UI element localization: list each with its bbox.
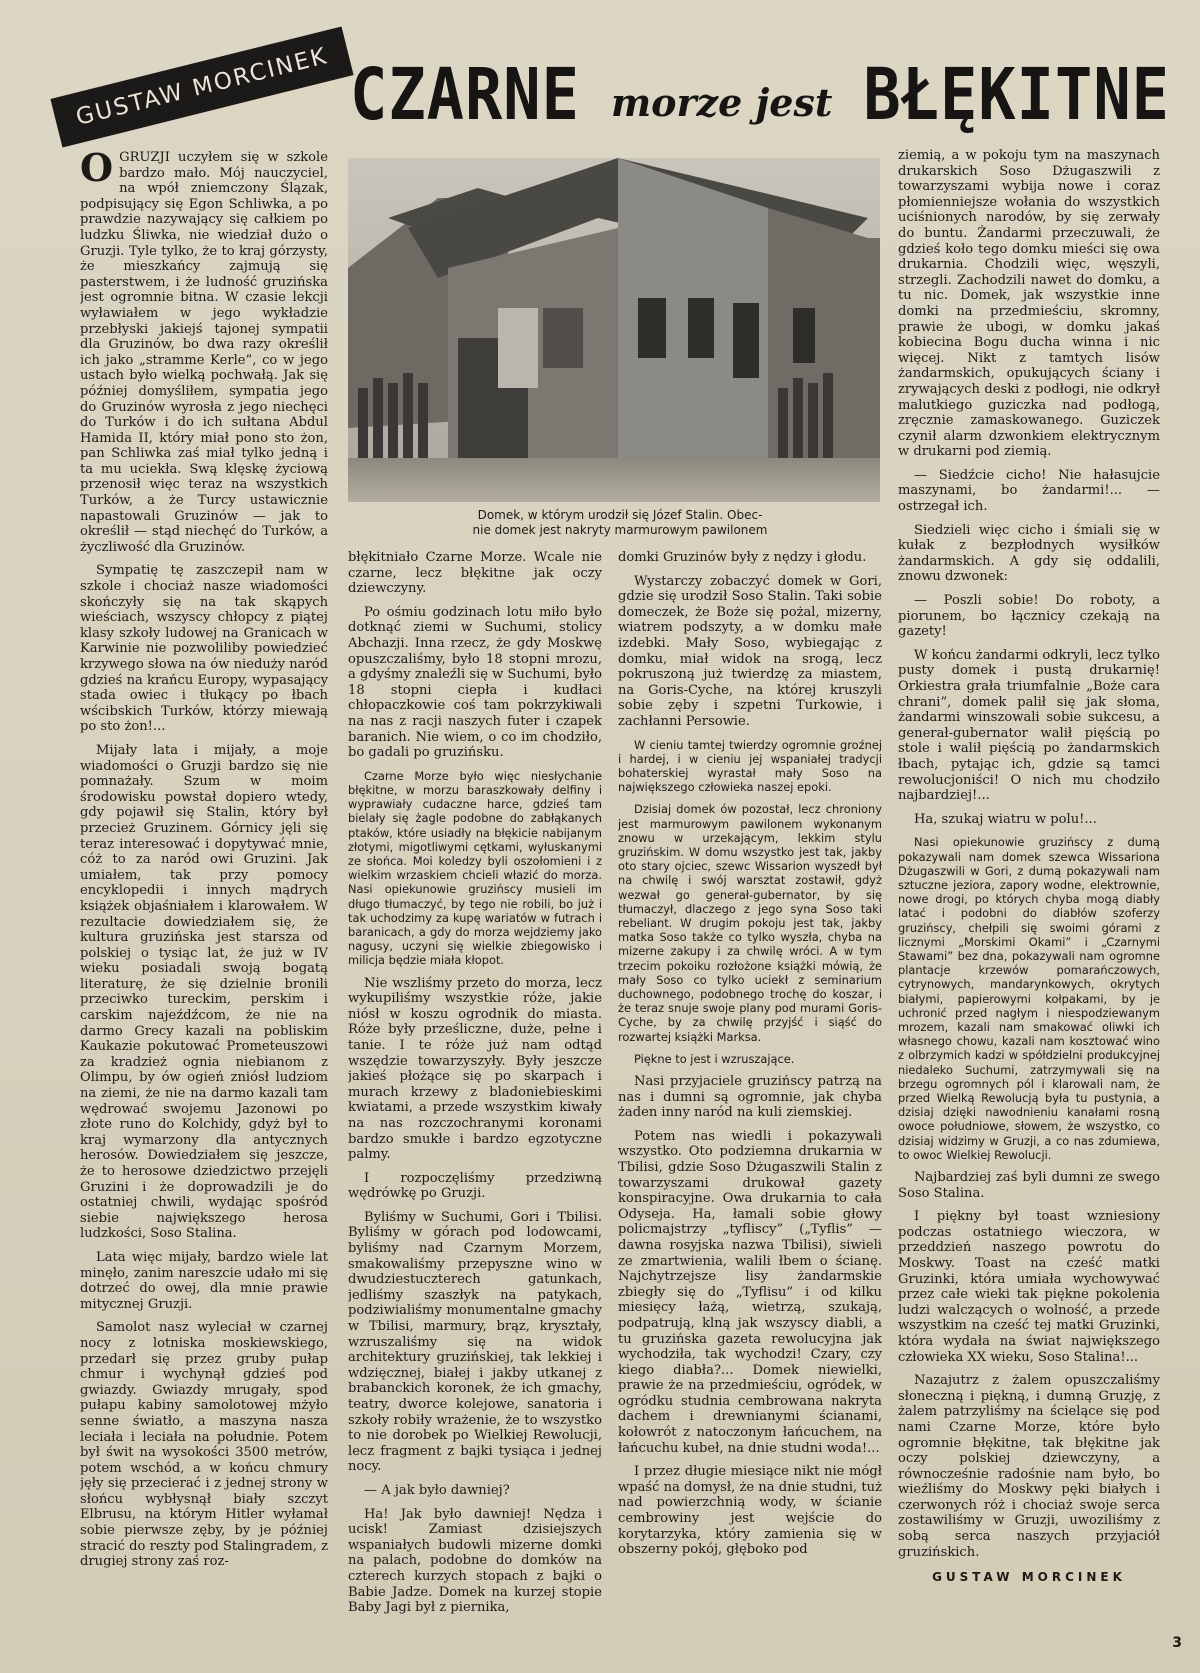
paragraph: — Siedźcie cicho! Nie hałasujcie maszynami, bo żandarmi!... — ostrzegał ich. [898,467,1160,515]
paragraph: Siedzieli więc cicho i śmiali się w kułak z bezpłodnych wysiłków żandarmskich. A gdy się oddalili, znowu dzwonek: [898,522,1160,585]
paragraph: ziemią, a w pokoju tym na maszynach drukarskich Soso Dżugaszwili z towarzyszami wybija nowe i coraz płomienniejsze wołania do wszystkich uciśnionych narodów, by się zerwały do buntu. Żandarmi przeczuwali, że gdzieś koło tego domku mieści się owa drukarnia. Chodzili więc, węszyli, strzegli. Zachodzili nawet do domku, a tu nic. Domek, jak wszystkie inne domki na przedmieściu, skromny, prawie że ubogi, w domku jakaś kobiecina Bogu ducha winna i nic więcej. Nikt z tamtych lisów żandarmskich, opukujących ściany i zrywających deski z podłogi, nie odkrył malutkiego guziczka nad podłogą, zręcznie zamaskowanego. Guziczek czynił alarm dzwonkiem elektrycznym w drukarni pod ziemią. [898,148,1160,460]
paragraph: Samolot nasz wyleciał w czarnej nocy z lotniska moskiewskiego, przedarł się przez gruby pułap chmur i wychynął gdzieś pod gwiazdy. Gwiazdy mrugały, spod pułapu kabiny samolotowej mżyło senne światło, a maszyna nasza leciała i leciała na południe. Potem był świt na wysokości 3500 metrów, potem wschód, a w końcu chmury jęły się przecierać i z jednej strony w słońcu wybłysnął biały szczyt Elbrusu, na którym Hitler wyłamał sobie pierwsze zęby, by je później stracić do reszty pod Stalingradem, z drugiej strony zaś roz- [80,1320,328,1570]
paragraph: I przez długie miesiące nikt nie mógł wpaść na domysł, że na dnie studni, tuż nad powierzchnią wody, w ścianie cembrowiny jest wejście do korytarzyka, który zamienia się w obszerny pokój, głęboko pod [618,1464,882,1558]
paragraph: Najbardziej zaś byli dumni ze swego Soso Stalina. [898,1170,1160,1201]
paragraph: Sympatię tę zaszczepił nam w szkole i chociaż nasze wiadomości skończyły się na tak skąpych wieściach, wszyscy chłopcy z piątej klasy szkoły ludowej na Granicach w Karwinie nie pozwoliliby powiedzieć krzywego słowa na ów nieduży naród gdzieś na krańcu Europy, wypasający stada owiec i tłukący po łbach wścibskich Turków, którzy miewają po sto żon!... [80,563,328,735]
article-headline [350,52,1170,138]
caption-line: Domek, w którym urodził się Józef Stalin. Obec- [477,508,763,522]
paragraph: — A jak było dawniej? [364,1482,510,1498]
text-column-4 [898,148,1160,1628]
text-column-2 [348,550,602,1630]
paragraph: Lata więc mijały, bardzo wiele lat minęło, zanim nareszcie udało mi się dotrzeć do owej, dla mnie prawie mitycznej Gruzji. [80,1249,328,1312]
author-name: GUSTAW MORCINEK [73,43,331,131]
paragraph: Piękne to jest i wzruszające. [634,1051,795,1066]
paragraph: Wystarczy zobaczyć domek w Gori, gdzie się urodził Soso Stalin. Taki sobie domeczek, że Boże się pożal, mizerny, wiatrem podszyty, a w domku małe izdebki. Mały Soso, wybiegając z domku, miał widok na srogą, lecz pokruszoną już twierdzę za miastem, na Goris-Cyche, na której kruszyli sobie zęby i szpetni Turkowie, i zachłanni Persowie. [618,573,882,729]
paragraph: — Poszli sobie! Do roboty, a piorunem, bo łącznicy czekają na gazety! [898,593,1160,640]
caption-line: nie domek jest nakryty marmurowym pawilonem [472,523,768,537]
headline-words-morze-jest: morze jest [610,80,833,125]
paragraph: OGRUZJI uczyłem się w szkole bardzo mało. Mój nauczyciel, na wpół zniemczony Ślązak, podpisujący się Egon Schliwka, a po prawdzie nazywający się całkiem po ludzku Śliwka, nie wiedział dużo o Gruzji. Tyle tylko, że to kraj górzysty, że mieszkańcy zajmują się pasterstwem, i że ludność gruzińska jest ogromnie bitna. W czasie lekcji wyławiałem w jego wykładzie przebłyski jakiejś tajonej sympatii dla Gruzinów, bo dwa razy określił ich jako „stramme Kerle”, co w jego ustach było wielką pochwałą. Jak się później domyśliłem, sympatia jego do Gruzinów wyrosła z jego niechęci do Turków i do ich sułtana Abdul Hamida II, który miał pono sto żon, pan Schliwka zaś miał tylko jedną i ta mu uciekła. Swą klęskę życiową przenosił więc teraz na wszystkich Turków, a że Turcy ustawicznie napastowali Gruzinów — jak to określił — stąd niechęć do Turków, a życzliwość dla Gruzinów. [80,150,328,555]
paragraph: Potem nas wiedli i pokazywali wszystko. Oto podziemna drukarnia w Tbilisi, gdzie Soso Dżugaszwili Stalin z towarzyszami drukował gazety konspiracyjne. Owa drukarnia to cała Odyseja. Ha, łamali sobie głowy policmajstrzy „tyfliscy” („Tyflis” — dawna rosyjska nazwa Tbilisi), siwieli ze zmartwienia, walili łbem o ścianę. Najchytrzejsze lisy żandarmskie zbiegły się do „Tyflisu” i od kilku miesięcy łażą, wietrzą, szukają, podpatrują, klną jak wszyscy diabli, a tu gruzińska gazeta rewolucyjna jak wychodziła, tak wychodzi! Czary, czy kiego diabła?... Domek niewielki, prawie że na przedmieściu, ogródek, w ogródku studnia cembrowana nakryta dachem i drewnianymi ścianami, kołowrót z natoczonym łańcuchem, na łańcuchu kubeł, na dnie studni woda!... [618,1128,882,1456]
paragraph: błękitniało Czarne Morze. Wcale nie czarne, lecz błękitne jak oczy dziewczyny. [348,550,602,597]
paragraph: Po ośmiu godzinach lotu miło było dotknąć ziemi w Suchumi, stolicy Abchazji. Inna rzecz, że gdy Moskwę opuszczaliśmy, było 18 stopni mrozu, a gdyśmy znaleźli się w Suchumi, było 18 stopni ciepła i kudłaci chłopaczkowie coś tam pokrzykiwali na nas z racji naszych futer i czapek baranich. Nie wiem, o co im chodziło, bo gadali po gruzińsku. [348,604,602,761]
paragraph: Dzisiaj domek ów pozostał, lecz chroniony jest marmurowym pawilonem wykonanym znowu w urzekającym, lekkim stylu gruzińskim. W domu wszystko jest tak, jakby oto stary ojciec, szewc Wissarion wyszedł był na chwilę i swój warsztat zostawił, gdyż wezwał go generał-gubernator, by się tłumaczył, dlaczego z jego syna Soso taki rebeliant. W drugim pokoju jest tak, jakby matka Soso także co tylko wyszła, chyba na mizerne zakupy i za chwilę wróci. A w tym trzecim pokoiku rozłożone książki mówią, że mały Soso co tylko uciekł z seminarium duchownego, podobnego trochę do koszar, i że teraz snuje swoje plany pod murami Goris-Cyche, by za chwilę przyjść i siąść do rozwartej książki Marksa. [618,802,882,1044]
paragraph: Nasi przyjaciele gruzińscy patrzą na nas i dumni są ogromnie, jak chyba żaden inny naród na kuli ziemskiej. [618,1074,882,1121]
text-column-3 [618,550,882,1630]
paragraph: I piękny był toast wzniesiony podczas ostatniego wieczora, w przeddzień naszego powrotu do Moskwy. Toast na cześć matki Gruzinki, która umiała wychowywać przez całe wieki tak piękne pokolenia ludzi walczących o wolność, a przede wszystkim na cześć tej matki Gruzinki, która wydała na świat największego człowieka XX wieku, Soso Stalina!... [898,1209,1160,1365]
paragraph: Ha, szukaj wiatru w polu!... [914,811,1097,827]
text-column-1 [80,150,328,1630]
paragraph: Ha! Jak było dawniej! Nędza i ucisk! Zamiast dzisiejszych wspaniałych budowli mizerne domki na palach, podobne do domków na czterech kurzych stopach z bajki o Babie Jadze. Domek na kurzej stopie Baby Jagi był z piernika, [348,1506,602,1616]
paragraph: Czarne Morze było więc niesłychanie błękitne, w morzu baraszkowały delfiny i wyprawiały cudaczne harce, gdzieś tam bielały się żagle podobne do zabłąkanych ptaków, które usiadły na błękicie nabijanym złotymi, migotliwymi cętkami, wyłuskanymi ze słońca. Moi koledzy byli oszołomieni i z wielkim wrzaskiem chcieli włazić do morza. Nasi opiekunowie gruzińscy musieli im długo tłumaczyć, by tego nie robili, bo już i tak uchodzimy za kupę wariatów w futrach i baranicach, a gdy do morza wejdziemy jako nagusy, uczyni się wielkie zbiegowisko i milicja będzie miała kłopot. [348,768,602,968]
paragraph: domki Gruzinów były z nędzy i głodu. [618,550,867,565]
paragraph: W końcu żandarmi odkryli, lecz tylko pusty domek i pustą drukarnię! Orkiestra grała triumfalnie „Boże cara chrani”, domek palił się jak słoma, żandarmi winszowali sobie sukcesu, a generał-gubernator walił pięścią po stole i walił pięścią po żandarmskich łbach, pytając ich, gdzie są tamci rewolucjoniści! O nich mu chodziło najbardziej!... [898,647,1160,804]
author-ribbon [50,26,353,147]
paragraph: Nazajutrz z żalem opuszczaliśmy słoneczną i piękną, i dumną Gruzję, z żalem patrzyliśmy na ścielące się pod nami Czarne Morze, które było ogromnie błękitne, tak błękitne jak oczy polskiej dziewczyny, a równocześnie radośnie nam było, bo wieźliśmy do Moskwy pęki białych i czerwonych róż i chociaż swoje serca zostawiliśmy w Gruzji, uwoziliśmy z sobą serca naszych przyjaciół gruzińskich. [898,1373,1160,1560]
paragraph: Nasi opiekunowie gruzińscy z dumą pokazywali nam domek szewca Wissariona Dżugaszwili w Gori, z dumą pokazywali nam sztuczne jeziora, zapory wodne, elektrownie, nowe drogi, po których chyba mogą diabły latać i podobni do diabłów szoferzy gruzińscy, chełpili się swoimi górami z licznymi „Morskimi Okami” i „Czarnymi Stawami” bez dna, pokazywali nam ogromne plantacje krzewów pomarańczowych, cytrynowych, mandarynkowych, okrytych białymi, papierowymi kołpakami, by je uchronić przed nagłym i niespodziewanym mrozem, kazali nam smakować oliwki ich własnego chowu, kazali nam kosztować wino z olbrzymich kadzi w spółdzielni produkcyjnej niedaleko Suchumi, zatrzymywali się na brzegu ogromnych pól i klarowali nam, że przed Wielką Rewolucją była tu pustynia, a dzisiaj dzięki nawodnieniu kanałami rosną owoce południowe, słowem, że wszystko, co dzisiaj widzimy w Gruzji, a co nas zdumiewa, to owoc Wielkiej Rewolucji. [898,835,1160,1162]
paragraph: Nie wszliśmy przeto do morza, lecz wykupiliśmy wszystkie róże, jakie niósł w koszu ogrodnik do miasta. Róże były prześliczne, duże, pełne i tanie. I te róże już nam odtąd wszędzie towarzyszyły. Były jeszcze jakieś płożące się po skarpach i murach krzewy z bladoniebieskimi kwiatami, a przede wszystkim kiwały na nas rozczochranymi koronami bardzo smukłe i bardzo egzotyczne palmy. [348,975,602,1163]
paragraph: Byliśmy w Suchumi, Gori i Tbilisi. Byliśmy w górach pod lodowcami, byliśmy nad Czarnym Morzem, smakowaliśmy przepyszne wino w dwudziestuczterech gatunkach, jedliśmy szaszłyk na patykach, podziwialiśmy monumentalne gmachy w Tbilisi, marmury, brąz, kryształy, wzruszaliśmy się na widok architektury gruzińskiej, tak lekkiej i wdzięcznej, białej i jakby utkanej z brabanckich koronek, że ich gmachy, teatry, dworce kolejowe, sanatoria i szkoły robiły wrażenie, że to wszystko to nie dorobek po Wielkiej Rewolucji, lecz fragment z bajki tysiąca i jednej nocy. [348,1209,602,1475]
paragraph: W cieniu tamtej twierdzy ogromnie groźnej i hardej, i w cieniu jej wspaniałej tradycji bohaterskiej wyrastał mały Soso na największego człowieka naszej epoki. [618,737,882,795]
author-signature: GUSTAW MORCINEK [932,1570,1126,1585]
photo-caption [420,508,820,538]
page-number: 3 [1172,1635,1182,1651]
house-photo [348,158,880,502]
paragraph: Mijały lata i mijały, a moje wiadomości o Gruzji bardzo się nie pomnażały. Szum w moim środowisku powstał dopiero wtedy, gdy pojawił się Stalin, który był przecież Gruzinem. Górnicy jęli się teraz interesować i dopytywać mnie, cóż to za naród owi Gruzini. Jak umiałem, tak przy pomocy encyklopedii i innych mądrych książek objaśniałem i klarowałem. W rezultacie dowiedziałem się, że kultura gruzińska jest starsza od polskiej o tysiąc lat, że już w IV wieku posiadali swoją bogatą literaturę, że się dzielnie bronili przeciwko tureckim, perskim i carskim najeźdźcom, że nie na darmo Grecy kazali na pobliskim Kaukazie pokutować Prometeuszowi za kradzież ognia niebianom z Olimpu, by ów ogień zniósł ludziom na ziemi, że nie na darmo kazali tam wędrować swojemu Jazonowi po złote runo do Kolchidy, gdyż był to kraj wymarzony dla antycznych herosów. Dowiedziałem się jeszcze, że to herosowe dziedzictwo przejęli Gruzini i że doprowadzili je do ostatniej chwili, wydając spośród siebie największego herosa ludzkości, Soso Stalina. [80,742,328,1242]
headline-word-blekitne: BŁĘKITNE [863,52,1170,137]
headline-word-czarne: CZARNE [350,52,580,137]
paragraph: I rozpoczęliśmy przedziwną wędrówkę po Gruzji. [348,1170,602,1202]
house-photo-illustration [348,158,880,502]
drop-cap: O [80,150,114,190]
